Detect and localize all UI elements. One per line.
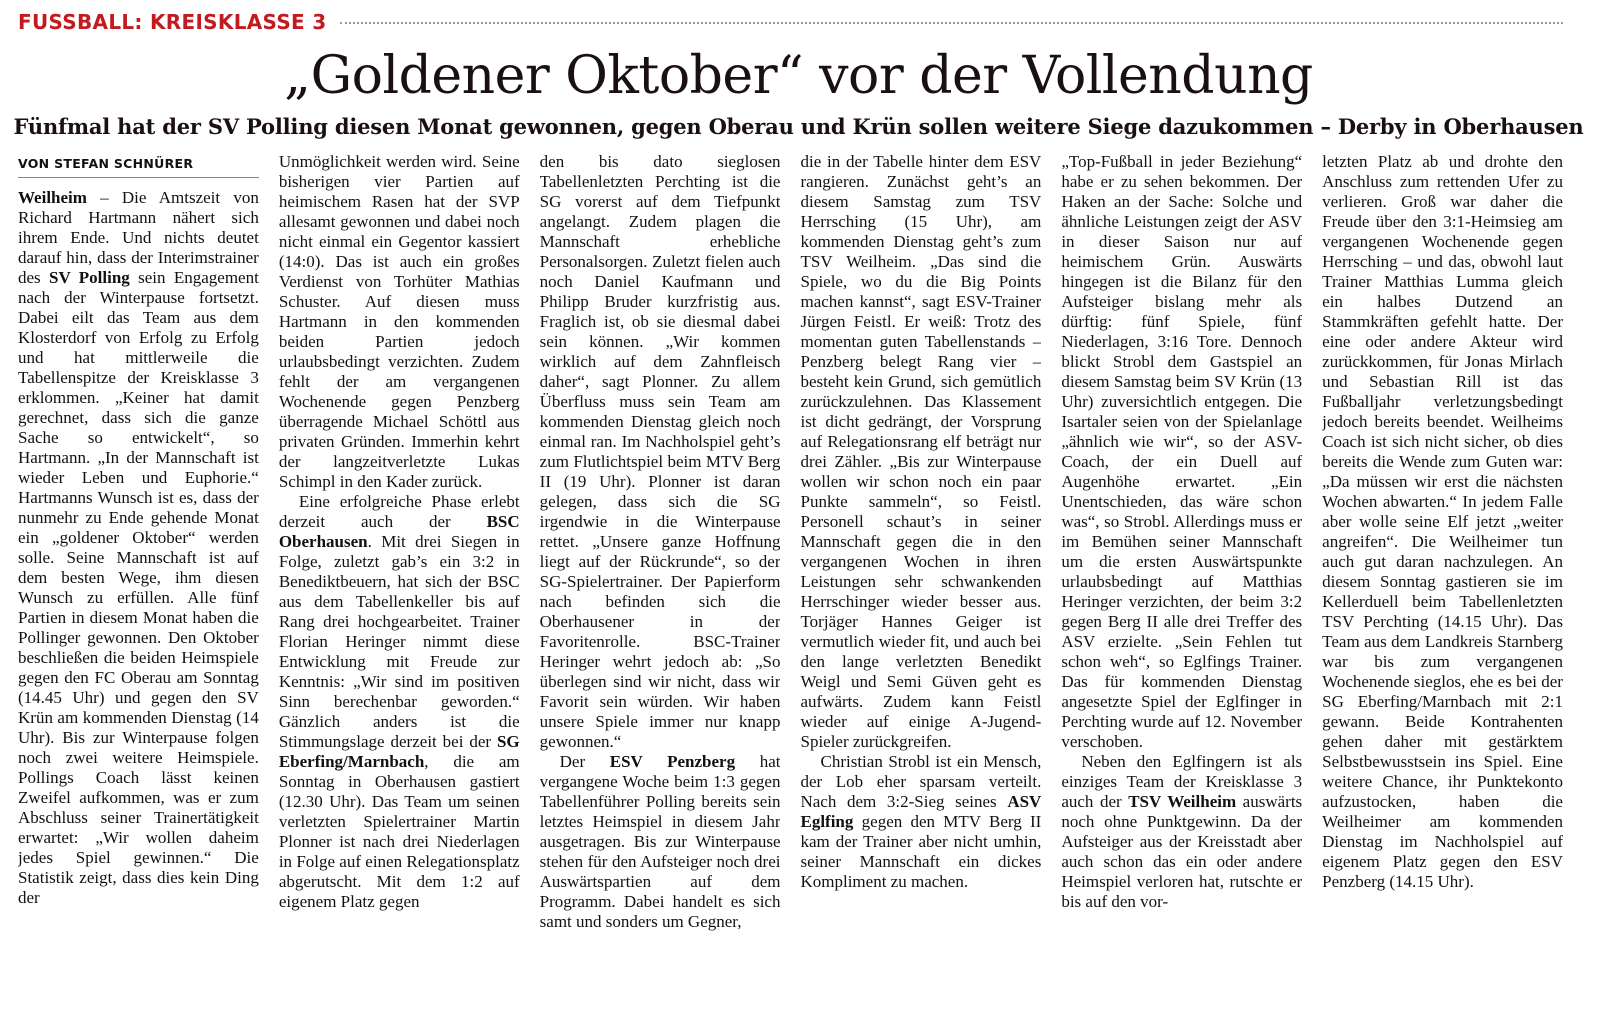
article-column-2	[279, 152, 520, 1010]
article-column-5	[1061, 152, 1302, 1010]
text: auswärts noch ohne Punktgewinn. Da der Aufsteiger aus der Kreisstadt aber auch schon das ein oder andere Heimspiel verloren hat, rutschte er bis auf den vor-	[1061, 792, 1303, 911]
paragraph	[540, 752, 781, 932]
text: Christian Strobl ist ein Mensch, der Lob eher sparsam verteilt. Nach dem 3:2-Sieg seines	[800, 752, 1042, 811]
article-column-1	[18, 152, 259, 1010]
section-header	[18, 8, 1563, 36]
byline: VON STEFAN SCHNÜRER	[18, 152, 259, 178]
paragraph: die in der Tabelle hinter dem ESV rangieren. Zunächst geht’s an diesem Samstag zum TSV Herrsching (15 Uhr), am kommenden Dienstag geht’s zum TSV Weilheim. „Das sind die Spiele, wo du die Big Points machen kannst“, sagt ESV-Trainer Jürgen Feistl. Er weiß: Trotz des momentan guten Tabellenstands – Penzberg belegt Rang vier – besteht kein Grund, sich gemütlich zurückzulehnen. Das Klassement ist dicht gedrängt, der Vorsprung auf Relegationsrang elf beträgt nur drei Zähler. „Bis zur Winterpause wollen wir schon noch ein paar Punkte sammeln“, so Feistl. Personell schaut’s in seiner Mannschaft gegen die in den vergangenen Wochen in ihren Leistungen sehr schwankenden Herrschinger wieder besser aus. Torjäger Hannes Geiger ist vermutlich wieder fit, und auch bei den lange verletzten Benedikt Weigl und Semi Güven geht es aufwärts. Zudem kann Feistl wieder auf einige A-Jugend-Spieler zurückgreifen.	[800, 152, 1042, 751]
paragraph	[1061, 752, 1302, 912]
section-rubric: FUSSBALL: KREISKLASSE 3	[18, 10, 327, 34]
text: – Die Amtszeit von Richard Hartmann nähert sich ihrem Ende. Und nichts deutet darauf hin, dass der Interimstrainer des	[18, 188, 259, 287]
text: Eine erfolgreiche Phase erlebt derzeit auch der	[278, 492, 520, 531]
article-body	[18, 152, 1563, 1010]
paragraph: „Top-Fußball in jeder Beziehung“ habe er zu sehen bekommen. Der Haken an der Sache: Solche und ähnliche Leistungen zeigt der ASV in dieser Saison nur auf heimischem Grün. Auswärts hingegen ist die Bilanz für den Aufsteiger bislang mehr als dürftig: fünf Spiele, fünf Niederlagen, 3:16 Tore. Dennoch blickt Strobl dem Gastspiel an diesem Samstag beim SV Krün (13 Uhr) zuversichtlich entgegen. Die Isartaler seien von der Spielanlage „ähnlich wie wir“, so der ASV-Coach, der ein Duell auf Augenhöhe erwartet. „Ein Unentschieden, das wäre schon was“, so Strobl. Allerdings muss er im Bemühen seiner Mannschaft um die ersten Auswärtspunkte urlaubsbedingt auf Matthias Heringer verzichten, der beim 3:2 gegen Berg II alle drei Treffer des ASV erzielte. „Sein Fehlen tut schon weh“, so Eglfings Trainer. Das für kommenden Dienstag angesetzte Spiel der Eglfinger in Perchting wurde auf 12. November verschoben.	[1061, 152, 1303, 751]
text: hat vergangene Woche beim 1:3 gegen Tabellenführer Polling bereits sein letztes Heimspiel in diesem Jahr ausgetragen. Bis zur Winterpause stehen für den Aufsteiger noch drei Auswärtspartien auf dem Programm. Dabei handelt es sich samt und sonders um Gegner,	[539, 752, 781, 931]
headline: „Goldener Oktober“ vor der Vollendung	[284, 46, 1313, 106]
paragraph	[800, 752, 1041, 892]
paragraph: den bis dato sieglosen Tabellenletzten Perchting ist die SG vorerst auf dem Tiefpunkt angelangt. Zudem plagen die Mannschaft erhebliche Personalsorgen. Zuletzt fielen auch noch Daniel Kaufmann und Philipp Bruder kurzfristig aus. Fraglich ist, ob sie diesmal dabei sein können. „Wir kommen wirklich auf dem Zahnfleisch daher“, sagt Plonner. Zu allem Überfluss muss sein Team am kommenden Dienstag gleich noch einmal ran. Im Nachholspiel geht’s zum Flutlichtspiel beim MTV Berg II (19 Uhr). Plonner ist daran gelegen, dass sich die SG irgendwie in die Winterpause rettet. „Unsere ganze Hoffnung liegt auf der Rückrunde“, so der SG-Spielertrainer. Der Papierform nach befinden sich die Oberhausener in der Favoritenrolle. BSC-Trainer Heringer wehrt jedoch ab: „So überlegen sind wir nicht, dass wir Favorit sein würden. Wir haben unsere Spiele immer nur knapp gewonnen.“	[539, 152, 781, 751]
team-name: ASV Eglfing	[800, 792, 1042, 831]
paragraph	[279, 492, 520, 912]
team-name: SG Eberfing/Marnbach	[278, 732, 520, 771]
text: Neben den Eglfingern ist als einziges Team der Kreisklasse 3 auch der	[1061, 752, 1303, 811]
subheadline: Fünfmal hat der SV Polling diesen Monat gewonnen, gegen Oberau und Krün sollen weitere Siege dazukommen – Derby in Oberhausen	[13, 114, 1584, 139]
text: Der	[559, 752, 610, 771]
article-column-4	[800, 152, 1041, 1010]
text: , die am Sonntag in Oberhausen gastiert (12.30 Uhr). Das Team um seinen verletzten Spielertrainer Martin Plonner ist nach drei Niederlagen in Folge auf einen Relegationsplatz abgerutscht. Mit dem 1:2 auf eigenem Platz gegen	[278, 752, 520, 911]
dateline: Weilheim	[18, 188, 87, 207]
team-name: TSV Weilheim	[1128, 792, 1237, 811]
rubric-dotted-rule	[340, 22, 1563, 24]
paragraph: Unmöglichkeit werden wird. Seine bisherigen vier Partien auf heimischem Rasen hat der SVP allesamt gewonnen und dabei noch nicht einmal ein Gegentor kassiert (14:0). Das ist auch ein großes Verdienst von Torhüter Mathias Schuster. Auf diesen muss Hartmann in den kommenden beiden Partien jedoch urlaubsbedingt verzichten. Zudem fehlt der am vergangenen Wochenende gegen Penzberg überragende Michael Schöttl aus privaten Gründen. Immerhin kehrt der langzeitverletzte Lukas Schimpl in den Kader zurück.	[278, 152, 520, 491]
paragraph	[18, 188, 259, 908]
article-column-6	[1322, 152, 1563, 1010]
text: sein Engagement nach der Winterpause fortsetzt. Dabei eilt das Team aus dem Klosterdorf von Erfolg zu Erfolg und hat mittlerweile die Tabellenspitze der Kreisklasse 3 erklommen. „Keiner hat damit gerechnet, dass sich die ganze Sache so entwickelt“, so Hartmann. „In der Mannschaft ist wieder Leben und Euphorie.“ Hartmanns Wunsch ist es, dass der nunmehr zu Ende gehende Monat ein „goldener Oktober“ werden solle. Seine Mannschaft ist auf dem besten Wege, ihm diesen Wunsch zu erfüllen. Alle fünf Partien in diesem Monat haben die Pollinger gewonnen. Den Oktober beschließen die beiden Heimspiele gegen den FC Oberau am Sonntag (14.45 Uhr) und gegen den SV Krün am kommenden Dienstag (14 Uhr). Bis zur Winterpause folgen noch zwei weitere Heimspiele. Pollings Coach lässt keinen Zweifel aufkommen, was er zum Abschluss seiner Trainertätigkeit erwartet: „Wir wollen daheim jedes Spiel gewinnen.“ Die Statistik zeigt, dass dies kein Ding der	[18, 268, 259, 907]
team-name: ESV Penzberg	[609, 752, 736, 771]
article-column-3	[540, 152, 781, 1010]
text: gegen den MTV Berg II kam der Trainer aber nicht umhin, seiner Mannschaft ein dickes Kompliment zu machen.	[800, 812, 1042, 891]
team-name: SV Polling	[49, 268, 130, 287]
text: . Mit drei Siegen in Folge, zuletzt gab’s ein 3:2 in Benediktbeuern, hat sich der BSC aus dem Tabellenkeller bis auf Rang drei hochgearbeitet. Trainer Florian Heringer nimmt diese Entwicklung mit Freude zur Kenntnis: „Wir sind im positiven Sinn berechenbar geworden.“ Gänzlich anders ist die Stimmungslage derzeit bei der	[278, 532, 520, 751]
team-name: BSC Oberhausen	[278, 512, 520, 551]
paragraph: letzten Platz ab und drohte den Anschluss zum rettenden Ufer zu verlieren. Groß war daher die Freude über den 3:1-Heimsieg am vergangenen Wochenende gegen Herrsching – und das, obwohl laut Trainer Matthias Lumma gleich ein halbes Dutzend an Stammkräften gefehlt hatte. Der eine oder andere Akteur wird zurückkommen, für Jonas Mirlach und Sebastian Rill ist das Fußballjahr verletzungsbedingt jedoch bereits beendet. Weilheims Coach ist sich nicht sicher, ob dies bereits die Wende zum Guten war: „Da müssen wir erst die nächsten Wochen abwarten.“ In jedem Falle aber wolle seine Elf jetzt „weiter angreifen“. Die Weilheimer tun auch gut daran nachzulegen. An diesem Sonntag gastieren sie im Kellerduell beim Tabellenletzten TSV Perchting (14.15 Uhr). Das Team aus dem Landkreis Starnberg war bis zum vergangenen Wochenende sieglos, ehe es bei der SG Eberfing/Marnbach mit 2:1 gewann. Beide Kontrahenten gehen daher mit gestärktem Selbstbewusstsein ins Spiel. Eine weitere Chance, ihr Punktekonto aufzustocken, haben die Weilheimer am kommenden Dienstag im Nachholspiel auf eigenem Platz gegen den ESV Penzberg (14.15 Uhr).	[1322, 152, 1563, 891]
